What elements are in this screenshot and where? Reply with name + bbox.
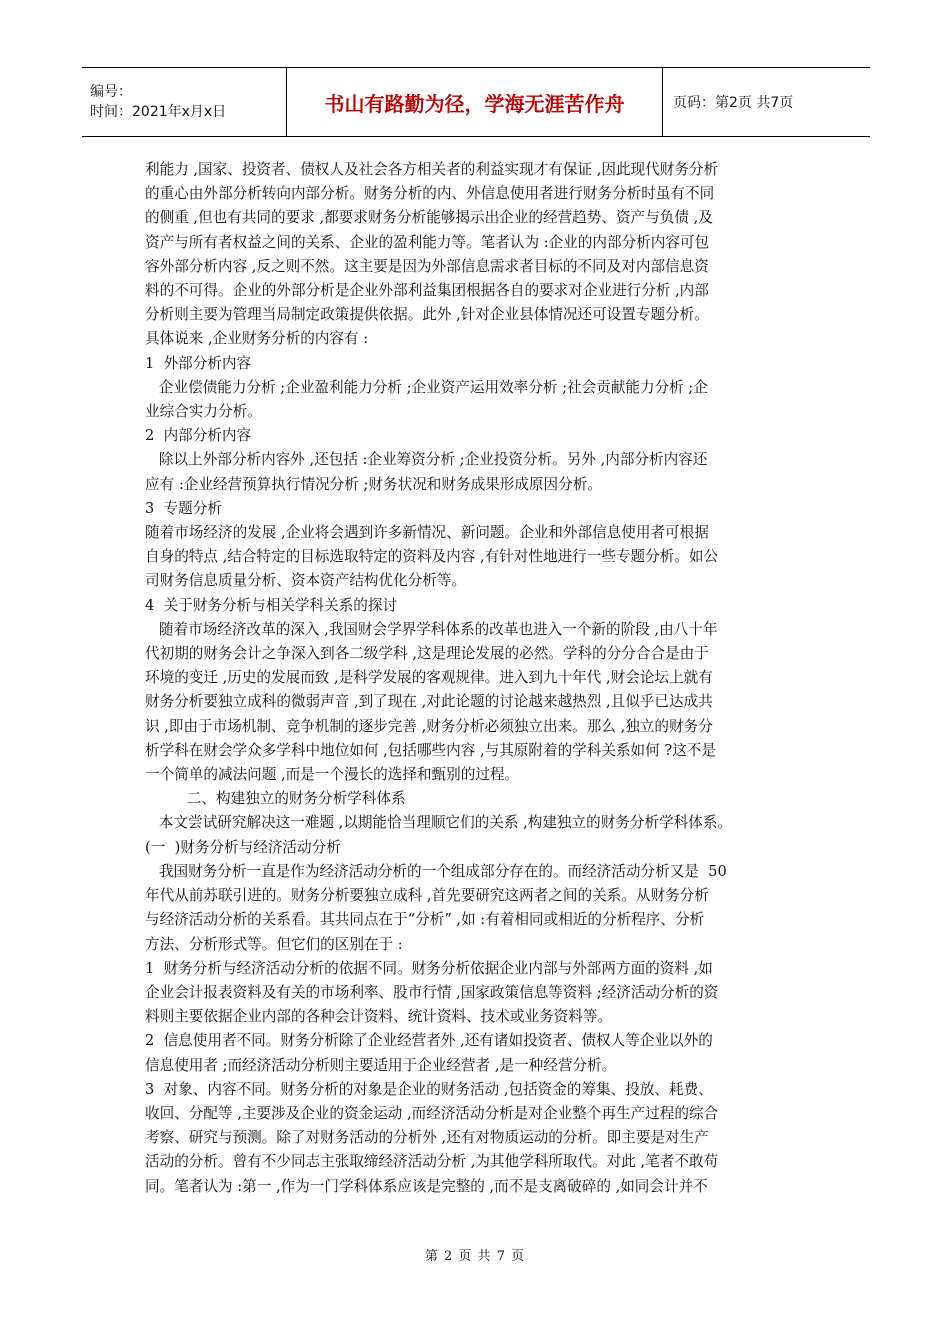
body-text-line: 企业偿债能力分析 ;企业盈利能力分析 ;企业资产运用效率分析 ;社会贡献能力分析 ;企 bbox=[145, 378, 708, 396]
body-text-line: 3 专题分析 bbox=[145, 499, 222, 517]
body-text-line: 料的不可得。企业的外部分析是企业外部利益集团根据各自的要求对企业进行分析 ,内部 bbox=[145, 282, 709, 300]
body-text-line: 利能力 ,国家、投资者、债权人及社会各方相关者的利益实现才有保证 ,因此现代财务分析 bbox=[145, 161, 719, 178]
header-meta bbox=[82, 68, 287, 137]
body-text-line: 同。笔者认为 :第一 ,作为一门学科体系应该是完整的 ,而不是支离破碎的 ,如同会计并不 bbox=[145, 1177, 708, 1195]
body-text-line: 收回、分配等 ,主要涉及企业的资金运动 ,而经济活动分析是对企业整个再生产过程的综合 bbox=[145, 1104, 719, 1122]
body-text-line: 二、构建独立的财务分析学科体系 bbox=[145, 790, 406, 808]
body-text-line: 析学科在财会学众多学科中地位如何 ,包括哪些内容 ,与其原附着的学科关系如何 ?这不是 bbox=[145, 741, 716, 759]
document-body bbox=[145, 158, 810, 1199]
body-text-line: 本文尝试研究解决这一难题 ,以期能恰当理顺它们的关系 ,构建独立的财务分析学科体系。 bbox=[145, 814, 733, 832]
body-text-line: 随着市场经济的发展 ,企业将会遇到许多新情况、新问题。企业和外部信息使用者可根据 bbox=[145, 524, 709, 542]
body-text-line: 的重心由外部分析转向内部分析。财务分析的内、外信息使用者进行财务分析时虽有不同 bbox=[145, 185, 715, 203]
document-number-label: 编号： bbox=[90, 84, 132, 100]
body-text-line: 3 对象、内容不同。财务分析的对象是企业的财务活动 ,包括资金的筹集、投放、耗费、 bbox=[145, 1080, 713, 1098]
body-text-line: 自身的特点 ,结合特定的目标选取特定的资料及内容 ,有针对性地进行一些专题分析。如公 bbox=[145, 548, 719, 566]
body-text-line: 与经济活动分析的关系看。其共同点在于“分析” ,如 :有着相同或相近的分析程序、分析 bbox=[145, 911, 705, 929]
body-text-line: 司财务信息质量分析、资本资产结构优化分析等。 bbox=[145, 572, 467, 590]
body-text-line: 活动的分析。曾有不少同志主张取缔经济活动分析 ,为其他学科所取代。对此 ,笔者不敢苟 bbox=[145, 1153, 719, 1171]
body-text-line: 财务分析要独立成科的微弱声音 ,到了现在 ,对此论题的讨论越来越热烈 ,且似乎已达成共 bbox=[145, 693, 713, 711]
body-text-line: 环境的变迁 ,历史的发展而致 ,是科学发展的客观规律。进入到九十年代 ,财会论坛上就有 bbox=[145, 669, 713, 687]
header-page-info: 页码：第2页 共7页 bbox=[663, 68, 871, 137]
body-text-line: 4 关于财务分析与相关学科关系的探讨 bbox=[145, 596, 398, 614]
body-text-line: 容外部分析内容 ,反之则不然。这主要是因为外部信息需求者目标的不同及对内部信息资 bbox=[145, 257, 709, 275]
body-text-line: 2 信息使用者不同。财务分析除了企业经营者外 ,还有诸如投资者、债权人等企业以外的 bbox=[145, 1032, 713, 1050]
body-text-line: 业综合实力分析。 bbox=[145, 403, 262, 421]
body-text-line: 企业会计报表资料及有关的市场利率、股市行情 ,国家政策信息等资料 ;经济活动分析的资 bbox=[145, 983, 719, 1001]
body-text-line: (一 )财务分析与经济活动分析 bbox=[145, 838, 341, 856]
body-text-line: 一个简单的减法问题 ,而是一个漫长的选择和甄别的过程。 bbox=[145, 766, 520, 784]
body-text-line: 随着市场经济改革的深入 ,我国财会学界学科体系的改革也进入一个新的阶段 ,由八十年 bbox=[145, 620, 718, 638]
body-text-line: 应有 :企业经营预算执行情况分析 ;财务状况和财务成果形成原因分析。 bbox=[145, 475, 602, 493]
body-text-line: 2 内部分析内容 bbox=[145, 427, 252, 445]
body-text-line: 除以上外部分析内容外 ,还包括 :企业筹资分析 ;企业投资分析。另外 ,内部分析内容还 bbox=[145, 451, 708, 469]
document-header bbox=[82, 67, 870, 137]
body-text-line: 考察、研究与预测。除了对财务活动的分析外 ,还有对物质运动的分析。即主要是对生产 bbox=[145, 1129, 709, 1147]
document-date: 时间：2021年x月x日 bbox=[90, 104, 227, 120]
body-text-line: 年代从前苏联引进的。财务分析要独立成科 ,首先要研究这两者之间的关系。从财务分析 bbox=[145, 887, 709, 905]
body-text-line: 信息使用者 ;而经济活动分析则主要适用于企业经营者 ,是一种经营分析。 bbox=[145, 1056, 617, 1074]
body-text-line: 1 外部分析内容 bbox=[145, 354, 252, 372]
page-footer: 第 2 页 共 7 页 bbox=[424, 1249, 526, 1264]
body-text-line: 的侧重 ,但也有共同的要求 ,都要求财务分析能够揭示出企业的经营趋势、资产与负债 ,及 bbox=[145, 209, 713, 227]
body-text-line: 1 财务分析与经济活动分析的依据不同。财务分析依据企业内部与外部两方面的资料 ,如 bbox=[145, 959, 713, 977]
body-text-line: 分析则主要为管理当局制定政策提供依据。此外 ,针对企业县体情况还可设置专题分析。 bbox=[145, 306, 709, 324]
body-text-line: 资产与所有者权益之间的关系、企业的盈利能力等。笔者认为 :企业的内部分析内容可包 bbox=[145, 233, 710, 251]
body-text-line: 料则主要依据企业内部的各种会计资料、统计资料、技术或业务资料等。 bbox=[145, 1008, 613, 1026]
body-text-line: 我国财务分析一直是作为经济活动分析的一个组成部分存在的。而经济活动分析又是 50 bbox=[145, 862, 727, 880]
body-text-line: 识 ,即由于市场机制、竞争机制的逐步完善 ,财务分析必须独立出来。那么 ,独立的财务分 bbox=[145, 717, 713, 735]
body-text-line: 具体说来 ,企业财务分析的内容有 : bbox=[145, 330, 369, 348]
header-motto: 书山有路勤为径，学海无涯苦作舟 bbox=[287, 68, 663, 137]
body-text-line: 代初期的财务会计之争深入到各二级学科 ,这是理论发展的必然。学科的分分合合是由于 bbox=[145, 645, 709, 663]
body-text-line: 方法、分析形式等。但它们的区别在于 : bbox=[145, 935, 403, 953]
